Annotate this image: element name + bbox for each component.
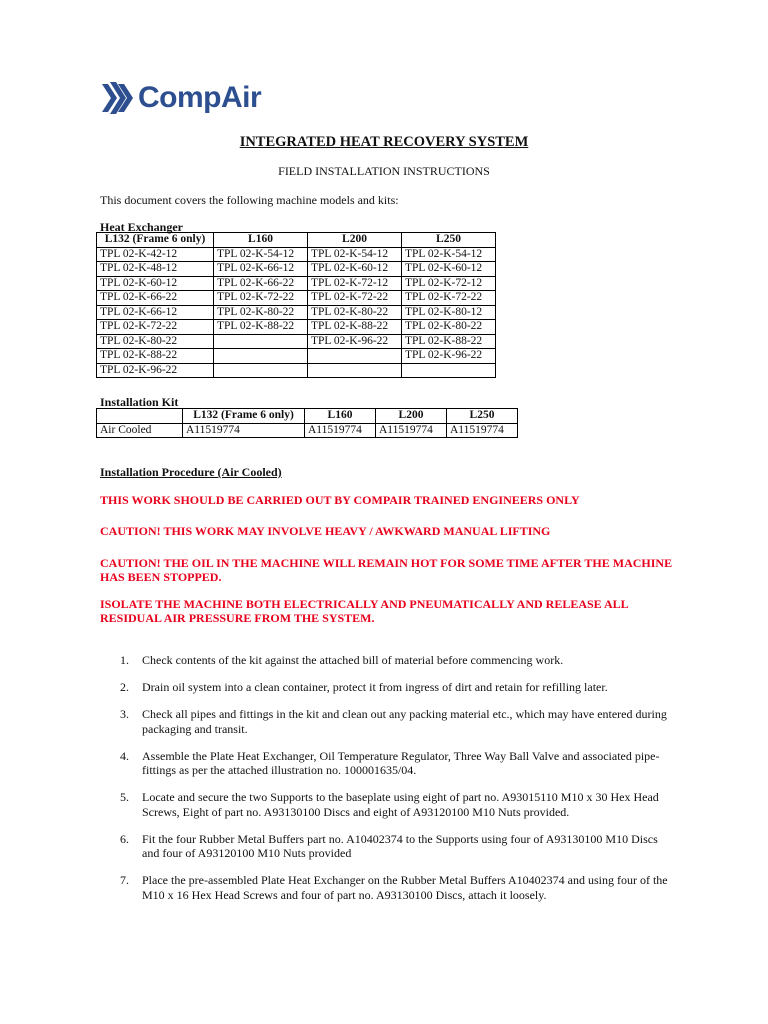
list-item bbox=[100, 832, 675, 861]
table-cell: TPL 02-K-54-12 bbox=[214, 247, 308, 262]
table-cell: TPL 02-K-42-12 bbox=[97, 247, 214, 262]
table-cell: TPL 02-K-96-22 bbox=[402, 349, 496, 364]
table-cell: A11519774 bbox=[447, 423, 518, 438]
step-number: 1. bbox=[120, 653, 129, 667]
table-row bbox=[97, 423, 518, 438]
installation-kit-heading: Installation Kit bbox=[100, 395, 179, 409]
step-text: Place the pre-assembled Plate Heat Exchanger on the Rubber Metal Buffers A10402374 and using four of the M10 x 16 Hex Head Screws and four of part no. A93130100 Discs, attach it loosely. bbox=[142, 873, 668, 902]
heat-exchanger-heading: Heat Exchanger bbox=[100, 220, 183, 234]
table-cell: TPL 02-K-48-12 bbox=[97, 262, 214, 277]
warning-hot-oil: CAUTION! THE OIL IN THE MACHINE WILL REMAIN HOT FOR SOME TIME AFTER THE MACHINE HAS BEEN STOPPED. bbox=[100, 556, 673, 584]
table-cell: TPL 02-K-66-12 bbox=[214, 262, 308, 277]
warning-isolate-machine: ISOLATE THE MACHINE BOTH ELECTRICALLY AND PNEUMATICALLY AND RELEASE ALL RESIDUAL AIR PRESSURE FROM THE SYSTEM. bbox=[100, 597, 629, 625]
table-row bbox=[97, 247, 496, 262]
column-header: L250 bbox=[402, 233, 496, 248]
step-text: Check all pipes and fittings in the kit and clean out any packing material etc., which may have entered during packaging and transit. bbox=[142, 707, 667, 736]
table-cell: TPL 02-K-72-22 bbox=[97, 320, 214, 335]
heat-exchanger-table bbox=[96, 232, 496, 378]
table-cell: TPL 02-K-80-22 bbox=[308, 305, 402, 320]
table-cell: TPL 02-K-72-12 bbox=[402, 276, 496, 291]
column-header: L250 bbox=[447, 409, 518, 424]
table-cell: TPL 02-K-88-22 bbox=[402, 334, 496, 349]
table-cell: TPL 02-K-60-12 bbox=[402, 262, 496, 277]
table-cell bbox=[214, 363, 308, 378]
table-cell bbox=[308, 363, 402, 378]
table-cell: TPL 02-K-66-22 bbox=[97, 291, 214, 306]
column-header: L200 bbox=[376, 409, 447, 424]
list-item bbox=[100, 790, 675, 819]
column-header: L132 (Frame 6 only) bbox=[97, 233, 214, 248]
table-cell: TPL 02-K-88-22 bbox=[308, 320, 402, 335]
table-cell: TPL 02-K-88-22 bbox=[214, 320, 308, 335]
table-cell: TPL 02-K-72-12 bbox=[308, 276, 402, 291]
table-cell bbox=[214, 334, 308, 349]
table-row bbox=[97, 291, 496, 306]
procedure-heading: Installation Procedure (Air Cooled) bbox=[100, 465, 282, 479]
table-cell: TPL 02-K-80-12 bbox=[402, 305, 496, 320]
table-cell: TPL 02-K-72-22 bbox=[402, 291, 496, 306]
table-row bbox=[97, 363, 496, 378]
procedure-steps-list bbox=[100, 653, 675, 915]
table-row bbox=[97, 305, 496, 320]
table-cell bbox=[308, 349, 402, 364]
table-header-row bbox=[97, 409, 518, 424]
table-row bbox=[97, 262, 496, 277]
column-header bbox=[97, 409, 183, 424]
table-row bbox=[97, 276, 496, 291]
column-header: L132 (Frame 6 only) bbox=[183, 409, 305, 424]
list-item bbox=[100, 680, 675, 695]
step-text: Fit the four Rubber Metal Buffers part no. A10402374 to the Supports using four of A93130100 M10 Discs and four of A93120100 M10 Nuts provided bbox=[142, 831, 658, 860]
warning-manual-lifting: CAUTION! THIS WORK MAY INVOLVE HEAVY / AWKWARD MANUAL LIFTING bbox=[100, 524, 551, 538]
step-number: 7. bbox=[120, 873, 129, 887]
table-cell: TPL 02-K-80-22 bbox=[402, 320, 496, 335]
table-row bbox=[97, 334, 496, 349]
table-cell: TPL 02-K-60-12 bbox=[308, 262, 402, 277]
table-cell: TPL 02-K-96-22 bbox=[97, 363, 214, 378]
list-item bbox=[100, 653, 675, 668]
step-number: 6. bbox=[120, 831, 129, 846]
table-cell: A11519774 bbox=[376, 423, 447, 438]
table-cell: TPL 02-K-96-22 bbox=[308, 334, 402, 349]
document-title: INTEGRATED HEAT RECOVERY SYSTEM bbox=[239, 134, 529, 150]
table-cell: TPL 02-K-88-22 bbox=[97, 349, 214, 364]
step-text: Check contents of the kit against the attached bill of material before commencing work. bbox=[142, 653, 564, 667]
step-number: 2. bbox=[120, 680, 129, 694]
step-text: Locate and secure the two Supports to the baseplate using eight of part no. A93015110 M10 x 30 Hex Head Screws, Eight of part no. A93130100 Discs and eight of A93120100 M10 Nuts provided. bbox=[142, 790, 659, 819]
step-number: 3. bbox=[120, 707, 129, 721]
table-cell: TPL 02-K-80-22 bbox=[97, 334, 214, 349]
table-cell: TPL 02-K-80-22 bbox=[214, 305, 308, 320]
step-text: Assemble the Plate Heat Exchanger, Oil Temperature Regulator, Three Way Ball Valve and associated pipe-fittings as per the attached illustration no. 100001635/04. bbox=[142, 748, 660, 777]
installation-kit-table bbox=[96, 408, 518, 438]
list-item bbox=[100, 707, 675, 736]
warning-trained-engineers: THIS WORK SHOULD BE CARRIED OUT BY COMPAIR TRAINED ENGINEERS ONLY bbox=[100, 493, 580, 507]
table-cell: TPL 02-K-60-12 bbox=[97, 276, 214, 291]
column-header: L160 bbox=[305, 409, 376, 424]
list-item bbox=[100, 873, 675, 902]
table-cell: TPL 02-K-72-22 bbox=[308, 291, 402, 306]
table-cell: TPL 02-K-66-12 bbox=[97, 305, 214, 320]
compair-logo-mark-icon bbox=[100, 78, 134, 118]
table-cell: TPL 02-K-66-22 bbox=[214, 276, 308, 291]
list-item bbox=[100, 749, 675, 778]
step-number: 4. bbox=[120, 748, 129, 763]
table-cell: TPL 02-K-54-12 bbox=[402, 247, 496, 262]
intro-text: This document covers the following machine models and kits: bbox=[100, 193, 399, 207]
step-number: 5. bbox=[120, 790, 129, 804]
table-header-row bbox=[97, 233, 496, 248]
column-header: L200 bbox=[308, 233, 402, 248]
step-text: Drain oil system into a clean container, protect it from ingress of dirt and retain for refilling later. bbox=[142, 680, 608, 694]
table-cell: Air Cooled bbox=[97, 423, 183, 438]
table-cell bbox=[402, 363, 496, 378]
table-cell: TPL 02-K-54-12 bbox=[308, 247, 402, 262]
table-row bbox=[97, 320, 496, 335]
table-cell: A11519774 bbox=[305, 423, 376, 438]
table-cell: TPL 02-K-72-22 bbox=[214, 291, 308, 306]
column-header: L160 bbox=[214, 233, 308, 248]
table-cell: A11519774 bbox=[183, 423, 305, 438]
table-row bbox=[97, 349, 496, 364]
document-subtitle: FIELD INSTALLATION INSTRUCTIONS bbox=[278, 164, 490, 178]
compair-logo bbox=[100, 78, 261, 118]
compair-logo-text: CompAir bbox=[138, 81, 262, 114]
table-cell bbox=[214, 349, 308, 364]
